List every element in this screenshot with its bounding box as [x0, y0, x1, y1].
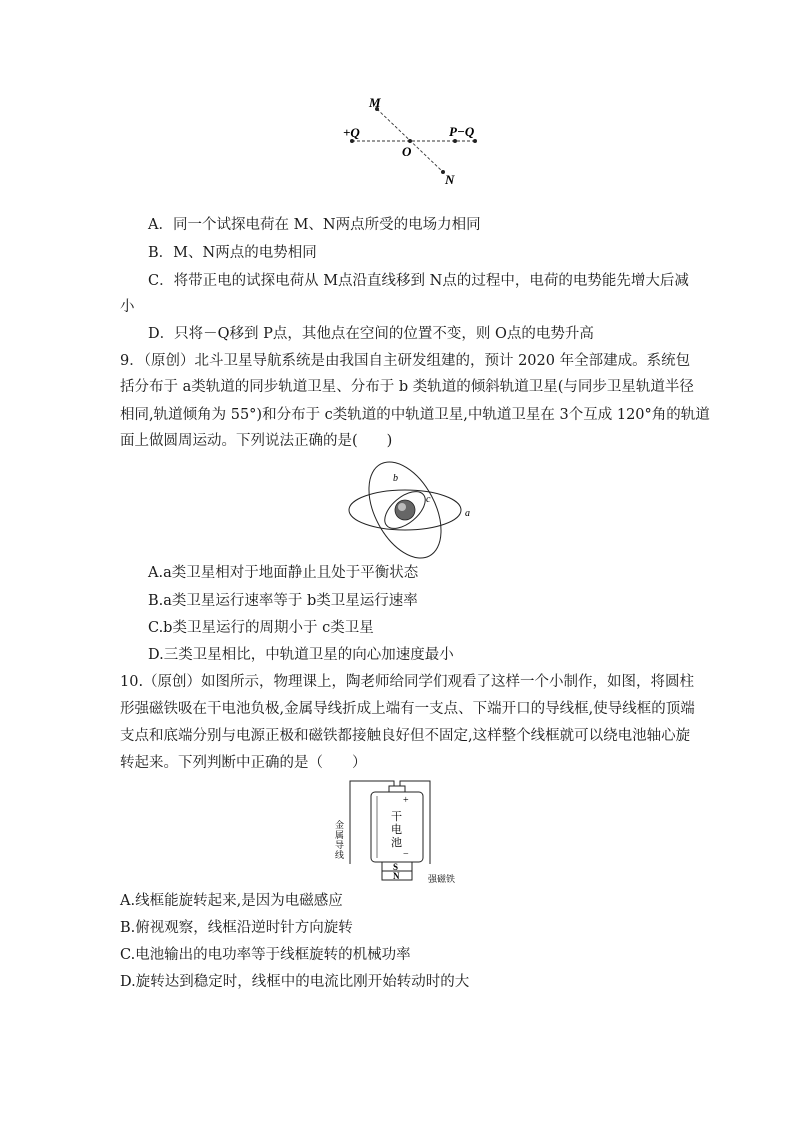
q8-option-a: A．同一个试探电荷在 M、N两点所受的电场力相同	[148, 217, 481, 233]
q9-stem-line4: 面上做圆周运动。下列说法正确的是( )	[120, 433, 393, 449]
q10-stem-line4: 转起来。下列判断中正确的是（ ）	[120, 755, 367, 771]
wire-label-3: 导	[335, 840, 345, 850]
label-s: S	[393, 862, 399, 872]
charge-diagram	[335, 92, 485, 192]
battery-plus-sign: +	[403, 795, 409, 806]
point-p	[453, 139, 457, 143]
label-a: a	[465, 508, 470, 519]
label-plus-q: +Q	[343, 125, 360, 140]
q8-option-b: B．M、N两点的电势相同	[148, 245, 317, 261]
label-n: N	[393, 871, 400, 881]
label-b: b	[393, 473, 398, 484]
q9-option-a: A.a类卫星相对于地面静止且处于平衡状态	[148, 565, 419, 581]
label-c: c	[426, 494, 431, 505]
q9-stem-line1: 9．（原创）北斗卫星导航系统是由我国自主研发组建的，预计 2020 年全部建成。系统包	[120, 353, 691, 369]
earth-highlight	[398, 503, 406, 511]
q9-option-c: C.b类卫星运行的周期小于 c类卫星	[148, 620, 374, 636]
battery-motor-diagram	[330, 778, 465, 888]
q10-option-a: A.线框能旋转起来,是因为电磁感应	[120, 893, 343, 909]
q9-stem-line2: 括分布于 a类轨道的同步轨道卫星、分布于 b 类轨道的倾斜轨道卫星(与同步卫星轨道半径	[120, 379, 694, 395]
battery-minus-sign: −	[403, 849, 409, 860]
wire-label-4: 线	[335, 850, 345, 860]
q8-option-c-line1: C．将带正电的试探电荷从 M点沿直线移到 N点的过程中，电荷的电势能先增大后减	[148, 273, 689, 289]
magnet-label: 强磁铁	[428, 874, 456, 884]
label-p-minus-q: P−Q	[449, 124, 475, 139]
orbit-diagram	[345, 455, 480, 565]
q9-stem-line3: 相同,轨道倾角为 55°)和分布于 c类轨道的中轨道卫星,中轨道卫星在 3个互成 120°角的轨道	[120, 407, 710, 423]
q9-option-d: D.三类卫星相比，中轨道卫星的向心加速度最小	[148, 647, 454, 663]
q10-stem-line1: 10.（原创）如图所示，物理课上，陶老师给同学们观看了这样一个小制作，如图，将圆柱	[120, 674, 695, 690]
q8-option-c-line2: 小	[120, 299, 135, 315]
label-m: M	[369, 95, 381, 110]
battery-label-1: 干	[391, 811, 402, 823]
battery-label-3: 池	[391, 837, 402, 849]
wire-label-2: 属	[335, 830, 345, 840]
point-minus-q	[473, 139, 477, 143]
label-n: N	[445, 172, 455, 187]
q9-option-b: B.a类卫星运行速率等于 b类卫星运行速率	[148, 593, 418, 609]
q8-option-d: D．只将－Q移到 P点，其他点在空间的位置不变，则 O点的电势升高	[148, 326, 594, 342]
q10-option-c: C.电池输出的电功率等于线框旋转的机械功率	[120, 947, 411, 963]
battery-label-2: 电	[391, 824, 402, 836]
point-o	[408, 139, 412, 143]
earth	[395, 500, 415, 520]
q10-option-d: D.旋转达到稳定时，线框中的电流比刚开始转动时的大	[120, 974, 470, 990]
label-o: O	[402, 144, 412, 159]
q10-option-b: B.俯视观察，线框沿逆时针方向旋转	[120, 920, 353, 936]
q10-stem-line3: 支点和底端分别与电源正极和磁铁都接触良好但不固定,这样整个线框就可以绕电池轴心旋	[120, 728, 691, 744]
wire-label-1: 金	[335, 820, 345, 830]
q10-stem-line2: 形强磁铁吸在干电池负极,金属导线折成上端有一支点、下端开口的导线框,使导线框的顶端	[120, 701, 695, 717]
